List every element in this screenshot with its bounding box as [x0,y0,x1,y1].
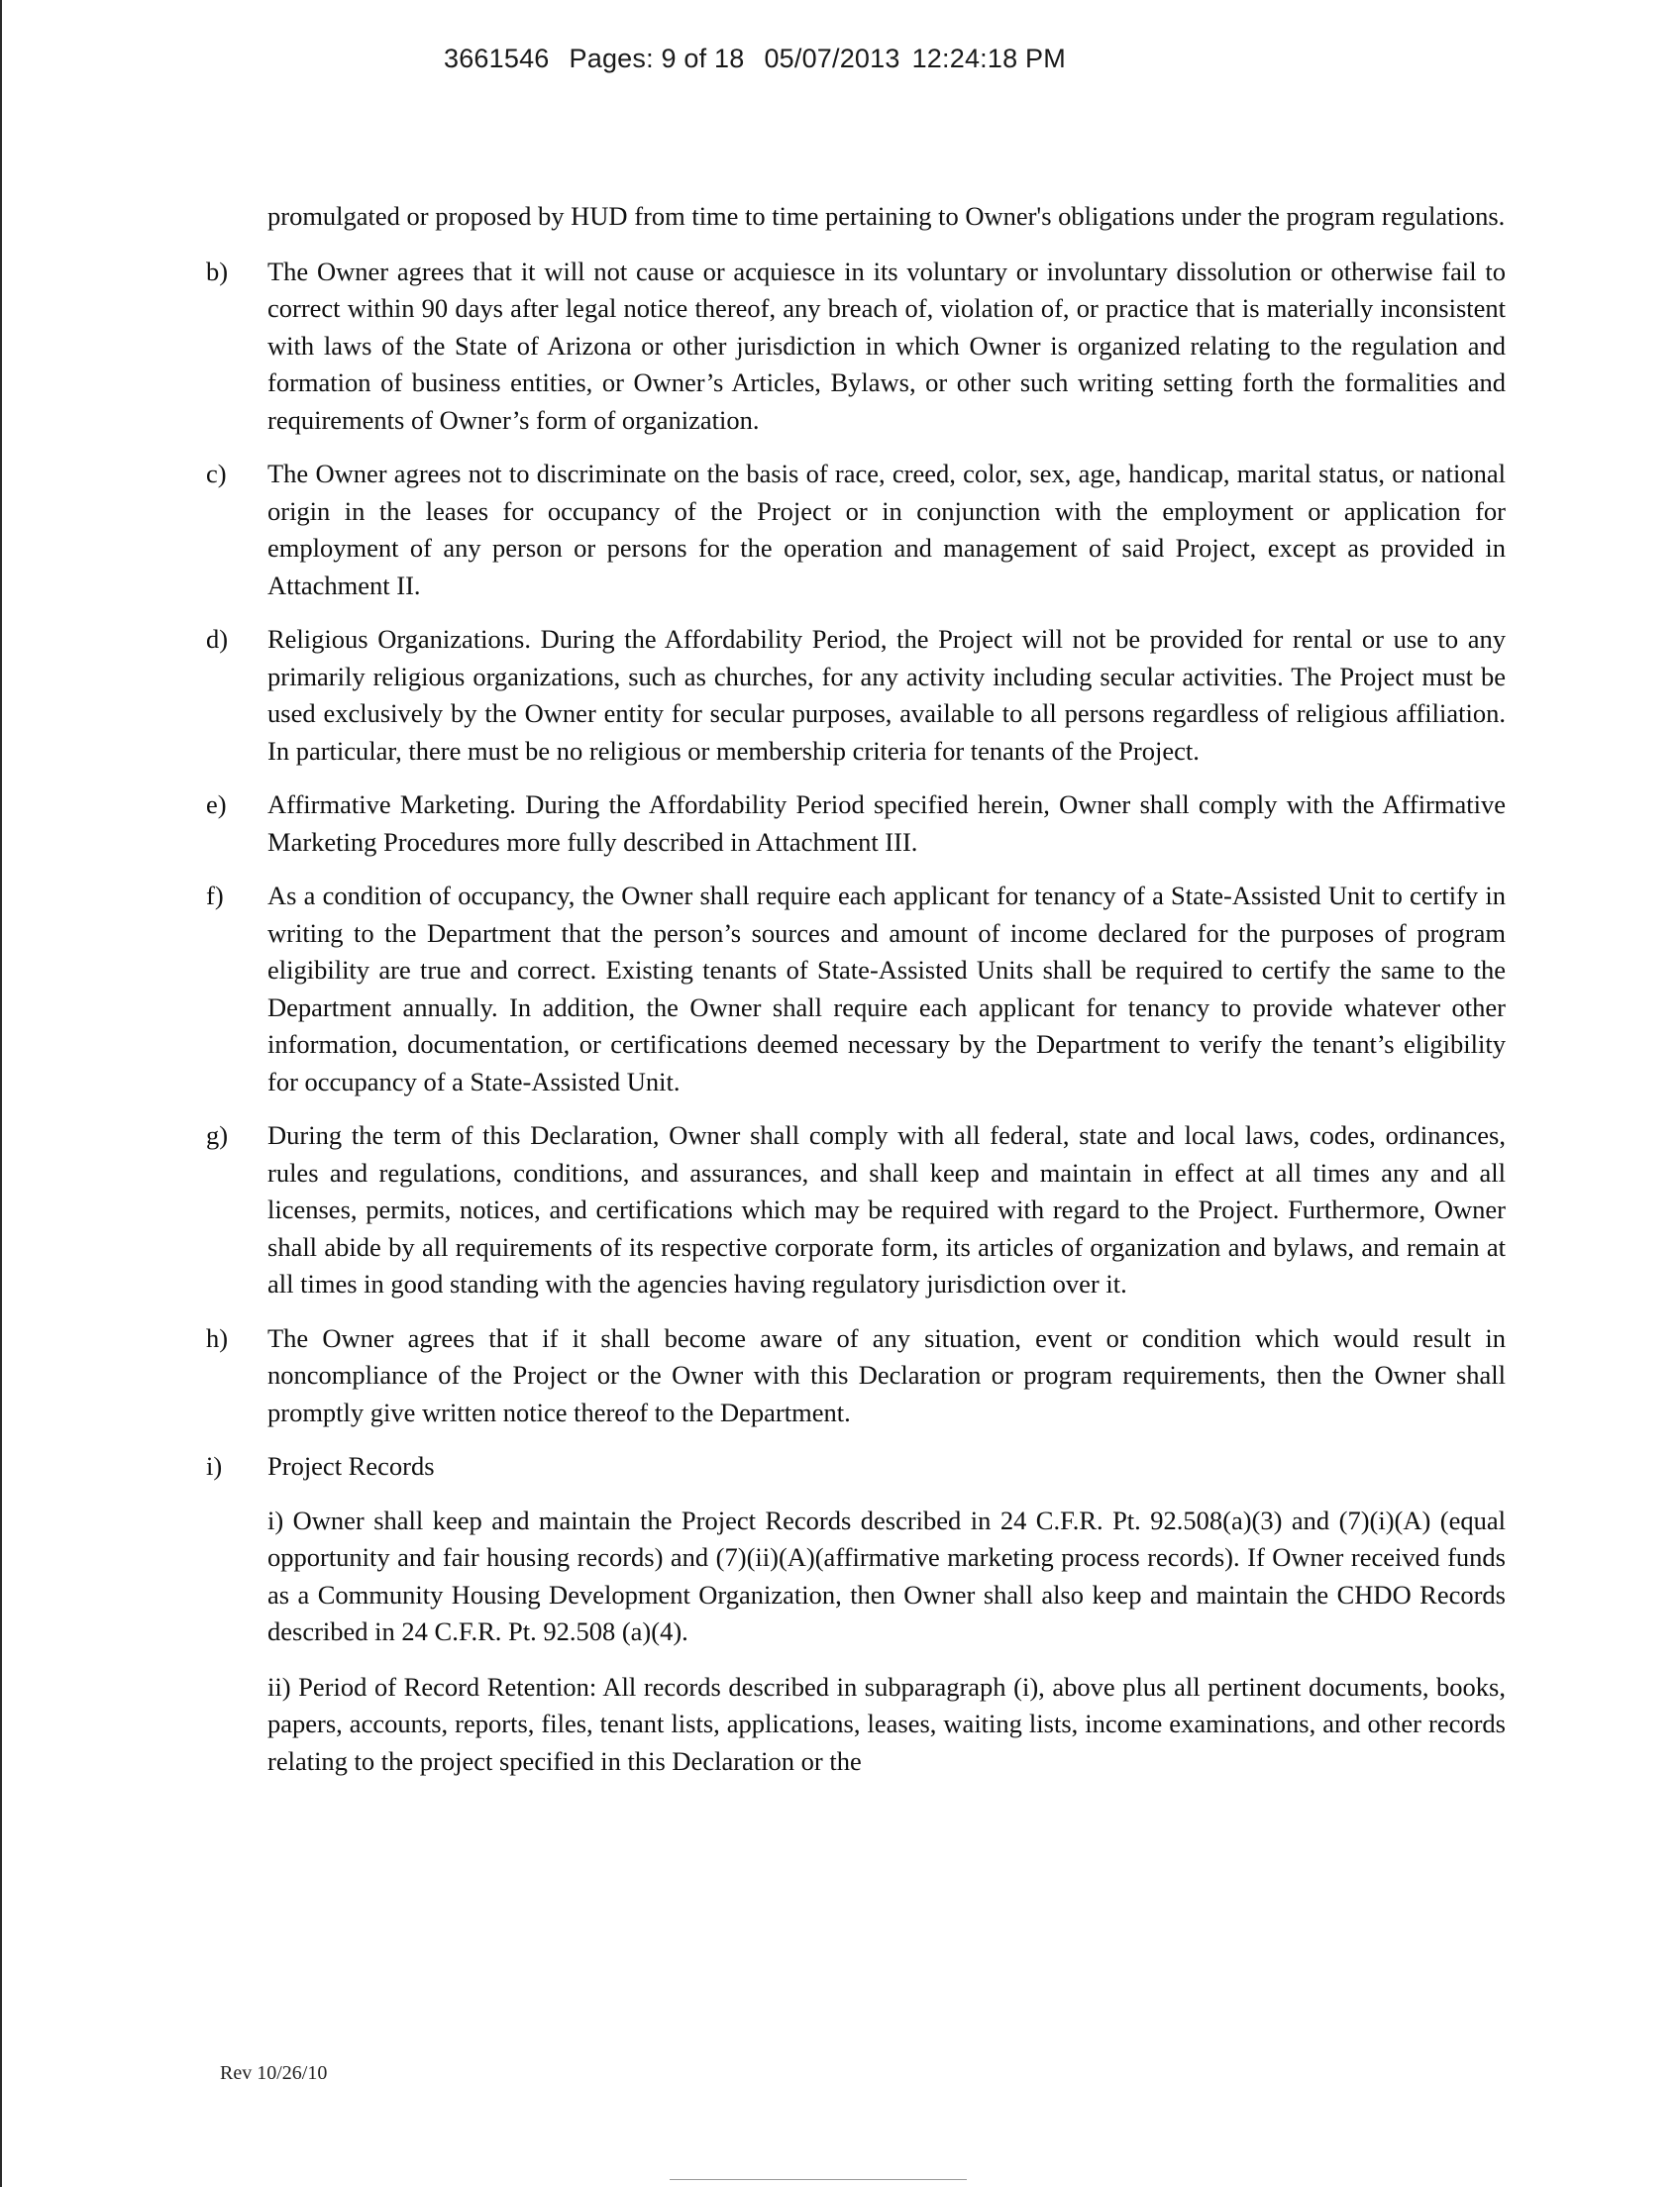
clause-h [206,1320,1506,1432]
clause-text: During the term of this Declaration, Owner shall comply with all federal, state and local laws, codes, ordinances, rules and regulations, conditions, and assurances, and shall keep and maintain in effect at all times any and all licenses, permits, notices, and certifications which may be required with regard to the Project. Furthermore, Owner shall abide by all requirements of its respective corporate form, its articles of organization and bylaws, and remain at all times in good standing with the agencies having regulatory jurisdiction over it. [267,1120,1506,1299]
clause-text: The Owner agrees not to discriminate on the basis of race, creed, color, sex, age, handicap, marital status, or national origin in the leases for occupancy of the Project or in conjunction with the employment or application for employment of any person or persons for the operation and management of said Project, except as provided in Attachment II. [267,459,1506,600]
clause-b [206,254,1506,440]
clause-c [206,456,1506,604]
clause-label: g) [206,1120,229,1150]
document-number: 3661546 [444,44,550,73]
clause-i [206,1448,1506,1486]
subclause-i: i) Owner shall keep and maintain the Project Records described in 24 C.F.R. Pt. 92.508(a)(3) and (7)(i)(A) (equal opportunity and fair housing records) and (7)(ii)(A)(affirmative marketing process records). If Owner received funds as a Community Housing Development Organization, then Owner shall also keep and maintain the CHDO Records described in 24 C.F.R. Pt. 92.508 (a)(4). [267,1505,1506,1646]
clause-label: c) [206,459,227,488]
clause-text: The Owner agrees that if it shall become aware of any situation, event or condition which would result in noncompliance of the Project or the Owner with this Declaration or program requirements, then the Owner shall promptly give written notice thereof to the Department. [267,1322,1506,1427]
clause-text: The Owner agrees that it will not cause or acquiesce in its voluntary or involuntary dissolution or otherwise fail to correct within 90 days after legal notice thereof, any breach of, violation of, or practice that is materially inconsistent with laws of the State of Arizona or other jurisdiction in which Owner is organized relating to the regulation and formation of business entities, or Owner’s Articles, Bylaws, or other such writing setting forth the formalities and requirements of Owner’s form of organization. [267,256,1506,435]
clause-text: As a condition of occupancy, the Owner shall require each applicant for tenancy of a State-Assisted Unit to certify in writing to the Department that the person’s sources and amount of income declared for the purposes of program eligibility are true and correct. Existing tenants of State-Assisted Units shall be required to certify the same to the Department annually. In addition, the Owner shall require each applicant for tenancy to provide whatever other information, documentation, or certifications deemed necessary by the Department to verify the tenant’s eligibility for occupancy of a State-Assisted Unit. [267,881,1506,1096]
continuation-paragraph: promulgated or proposed by HUD from time to time pertaining to Owner's obligations under the program regulations. [267,201,1506,231]
clause-d [206,621,1506,770]
bottom-divider [670,2179,967,2180]
clause-e [206,786,1506,861]
clause-text: Affirmative Marketing. During the Affordability Period specified herein, Owner shall comply with the Affirmative Marketing Procedures more fully described in Attachment III. [267,789,1506,857]
subclause-ii: ii) Period of Record Retention: All records described in subparagraph (i), above plus all pertinent documents, books, papers, accounts, reports, files, tenant lists, applications, leases, waiting lists, income examinations, and other records relating to the project specified in this Declaration or the [267,1671,1506,1776]
scan-left-edge [0,0,2,2187]
clause-label: i) [206,1451,223,1481]
clause-label: d) [206,624,229,654]
clause-label: f) [206,881,224,910]
clause-label: e) [206,789,227,819]
recording-date: 05/07/2013 [764,44,900,73]
document-body [206,198,1506,1798]
clause-f [206,878,1506,1100]
recording-time: 12:24:18 PM [911,44,1066,73]
clause-label: b) [206,256,229,286]
clause-g [206,1117,1506,1303]
clause-label: h) [206,1322,229,1353]
clause-text: Religious Organizations. During the Affordability Period, the Project will not be provided for rental or use to any primarily religious organizations, such as churches, for any activity including secular activities. The Project must be used exclusively by the Owner entity for secular purposes, available to all persons regardless of religious affiliation. In particular, there must be no religious or membership criteria for tenants of the Project. [267,624,1506,766]
page-count: Pages: 9 of 18 [569,44,745,73]
revision-footer: Rev 10/26/10 [220,2062,328,2084]
clause-heading: Project Records [267,1451,435,1481]
recording-header [444,44,1066,74]
